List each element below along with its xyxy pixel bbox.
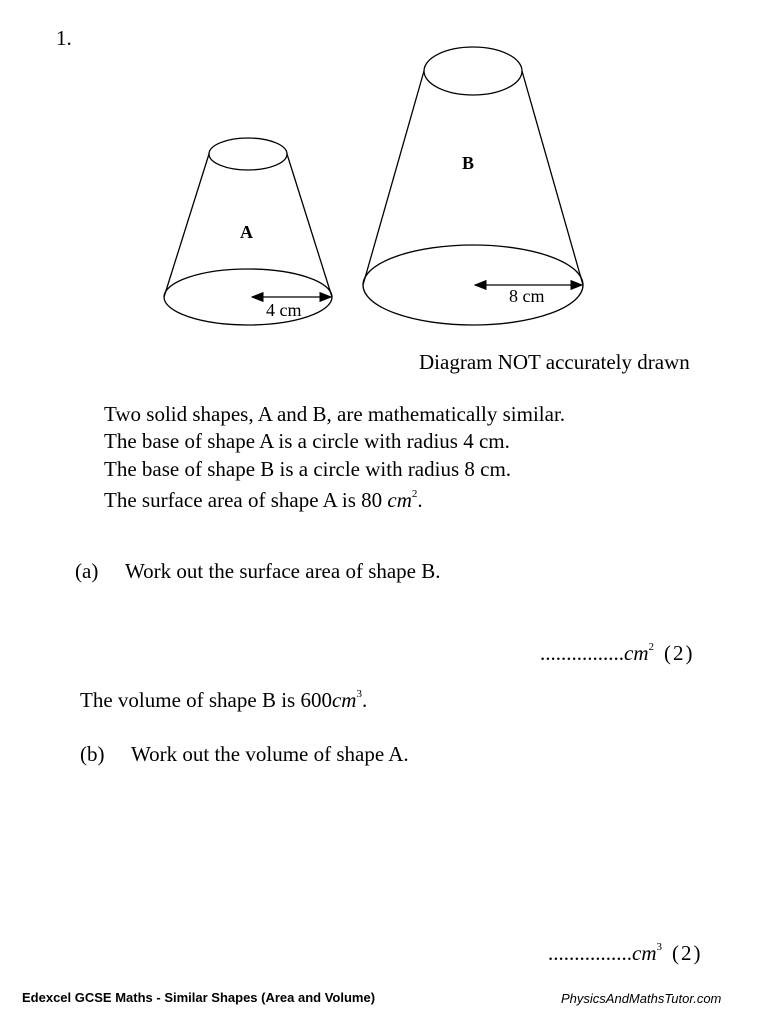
part-a-unit-power: 2: [648, 641, 654, 653]
area-unit: cm: [387, 488, 412, 512]
statement-volume-b: The volume of shape B is $600cm^3$.: [80, 688, 368, 712]
statement-radius-b: The base of shape B is a circle with radius 8 cm.: [104, 457, 512, 481]
volume-power: 3: [356, 688, 362, 700]
part-a-marks: (2): [664, 641, 695, 665]
part-a-text: Work out the surface area of shape B.: [125, 559, 441, 583]
statement-surface-area-a: The surface area of shape A is 80 $cm^2$.: [104, 488, 423, 512]
shape-a-left-edge: [164, 154, 209, 297]
shape-a-right-edge: [287, 154, 332, 297]
shape-a-label: A: [240, 222, 253, 242]
part-b-unit-power: 3: [656, 941, 662, 953]
volume-statement-text: The volume of shape B is 600: [80, 688, 332, 712]
radius-a-label: 4 cm: [266, 300, 302, 320]
footer-site: PhysicsAndMathsTutor.com: [561, 991, 722, 1006]
footer-title: Edexcel GCSE Maths - Similar Shapes (Area and Volume): [22, 990, 376, 1005]
part-b-answer-dots: ................: [548, 941, 632, 965]
shape-b-left-edge: [363, 71, 424, 285]
part-a-label: (a): [75, 559, 99, 583]
radius-b-label: 8 cm: [509, 286, 545, 306]
statement-similar: Two solid shapes, A and B, are mathematically similar.: [104, 402, 566, 426]
part-a-answer-dots: ................: [540, 641, 624, 665]
shape-a-top-ellipse: [209, 138, 287, 170]
diagram-caption: Diagram NOT accurately drawn: [419, 350, 690, 374]
part-b-text: Work out the volume of shape A.: [131, 742, 409, 766]
part-a-unit: cm: [624, 641, 649, 665]
area-power: 2: [411, 488, 418, 500]
similar-shapes-diagram: [0, 0, 768, 340]
statement-surface-area-text: The surface area of shape A is 80: [104, 488, 388, 512]
shape-b-top-ellipse: [424, 47, 522, 95]
statement-radius-a: The base of shape A is a circle with radius 4 cm.: [104, 429, 510, 453]
part-b-label: (b): [80, 742, 105, 766]
shape-b-right-edge: [522, 71, 583, 285]
part-b-unit: cm: [632, 941, 657, 965]
part-a-answer-line: [540, 641, 695, 666]
question-number: 1.: [56, 26, 72, 50]
part-b-marks: (2): [672, 941, 703, 965]
shape-b-frustum: [363, 47, 583, 325]
shape-b-label: B: [462, 153, 475, 173]
volume-unit: cm: [331, 688, 357, 712]
part-b-answer-line: [548, 941, 703, 966]
